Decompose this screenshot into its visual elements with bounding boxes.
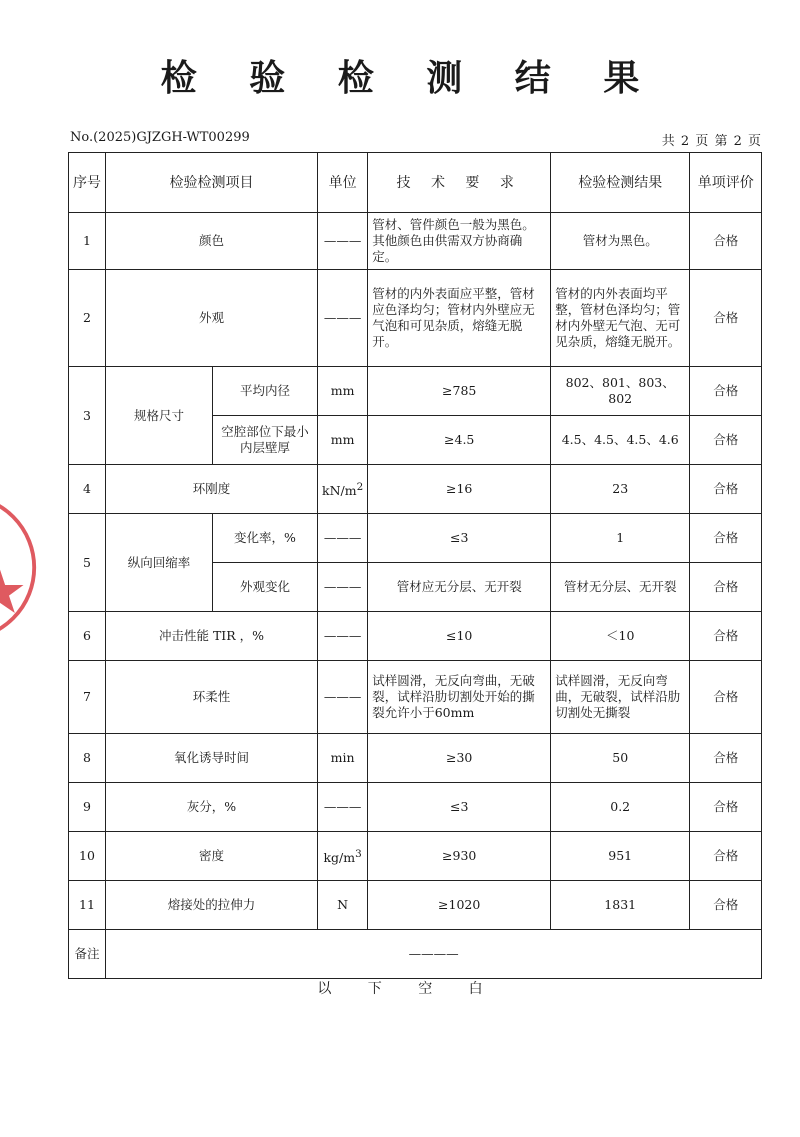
row-evaluation: 合格 xyxy=(690,514,762,563)
row-unit: ——— xyxy=(318,612,368,661)
row-item: 环刚度 xyxy=(106,465,318,514)
row-subitem: 外观变化 xyxy=(213,563,318,612)
row-no: 9 xyxy=(69,783,106,832)
blank-below-note: 以 下 空 白 xyxy=(317,981,499,997)
row-requirement: 试样圆滑，无反向弯曲，无破裂，试样沿肋切割处开始的撕裂允许小于60mm xyxy=(368,661,551,734)
row-unit: min xyxy=(318,734,368,783)
row-unit: mm xyxy=(318,367,368,416)
table-row xyxy=(69,661,762,734)
row-no: 3 xyxy=(69,367,106,465)
row-unit: ——— xyxy=(318,514,368,563)
row-evaluation: 合格 xyxy=(690,661,762,734)
row-item: 灰分，% xyxy=(106,783,318,832)
star-icon xyxy=(0,568,24,614)
row-result: ＜10 xyxy=(551,612,690,661)
header-requirement: 技 术 要 求 xyxy=(368,153,551,213)
row-item: 外观 xyxy=(106,270,318,367)
row-evaluation: 合格 xyxy=(690,563,762,612)
row-requirement: ≥785 xyxy=(368,367,551,416)
header-evaluation: 单项评价 xyxy=(690,153,762,213)
header-no: 序号 xyxy=(69,153,106,213)
table-row xyxy=(69,213,762,270)
row-no: 2 xyxy=(69,270,106,367)
row-evaluation: 合格 xyxy=(690,881,762,930)
table-row xyxy=(69,270,762,367)
header-result: 检验检测结果 xyxy=(551,153,690,213)
remark-value: ———— xyxy=(106,930,762,979)
row-result: 管材无分层、无开裂 xyxy=(551,563,690,612)
row-item: 熔接处的拉伸力 xyxy=(106,881,318,930)
table-row xyxy=(69,612,762,661)
table-row xyxy=(69,832,762,881)
row-unit: N xyxy=(318,881,368,930)
row-requirement: 管材应无分层、无开裂 xyxy=(368,563,551,612)
row-result: 23 xyxy=(551,465,690,514)
table-row xyxy=(69,367,762,416)
row-result: 1831 xyxy=(551,881,690,930)
row-requirement: ≥930 xyxy=(368,832,551,881)
row-unit: ——— xyxy=(318,661,368,734)
row-unit xyxy=(318,465,368,514)
official-seal xyxy=(0,490,40,645)
row-item: 纵向回缩率 xyxy=(106,514,213,612)
row-result: 951 xyxy=(551,832,690,881)
row-item: 冲击性能 TIR ，% xyxy=(106,612,318,661)
unit-text: kN/m xyxy=(322,483,357,499)
row-evaluation: 合格 xyxy=(690,734,762,783)
row-no: 11 xyxy=(69,881,106,930)
row-requirement: 管材、管件颜色一般为黑色。其他颜色由供需双方协商确定。 xyxy=(368,213,551,270)
results-table xyxy=(68,152,762,979)
row-result: 试样圆滑，无反向弯曲，无破裂，试样沿肋切割处无撕裂 xyxy=(551,661,690,734)
table-row xyxy=(69,783,762,832)
row-evaluation: 合格 xyxy=(690,270,762,367)
table-row xyxy=(69,465,762,514)
seal-ring xyxy=(0,496,34,639)
row-subitem: 变化率，% xyxy=(213,514,318,563)
row-no: 7 xyxy=(69,661,106,734)
row-evaluation: 合格 xyxy=(690,612,762,661)
row-no: 5 xyxy=(69,514,106,612)
row-no: 4 xyxy=(69,465,106,514)
row-evaluation: 合格 xyxy=(690,367,762,416)
page-title: 检 验 检 测 结 果 xyxy=(160,58,660,99)
row-item: 规格尺寸 xyxy=(106,367,213,465)
row-item: 颜色 xyxy=(106,213,318,270)
header-item: 检验检测项目 xyxy=(106,153,318,213)
row-subitem: 空腔部位下最小内层壁厚 xyxy=(213,416,318,465)
row-result: 50 xyxy=(551,734,690,783)
row-result: 1 xyxy=(551,514,690,563)
row-item: 密度 xyxy=(106,832,318,881)
row-unit: ——— xyxy=(318,213,368,270)
row-evaluation: 合格 xyxy=(690,832,762,881)
row-evaluation: 合格 xyxy=(690,783,762,832)
report-number: No.(2025)GJZGH-WT00299 xyxy=(70,130,250,145)
table-header-row xyxy=(69,153,762,213)
row-no: 1 xyxy=(69,213,106,270)
table-row xyxy=(69,734,762,783)
row-unit: ——— xyxy=(318,270,368,367)
header-unit: 单位 xyxy=(318,153,368,213)
row-requirement: ≥30 xyxy=(368,734,551,783)
row-requirement: ≤3 xyxy=(368,514,551,563)
row-requirement: ≤3 xyxy=(368,783,551,832)
row-unit: ——— xyxy=(318,563,368,612)
remark-label: 备注 xyxy=(69,930,106,979)
row-evaluation: 合格 xyxy=(690,465,762,514)
row-subitem: 平均内径 xyxy=(213,367,318,416)
row-unit: ——— xyxy=(318,783,368,832)
row-result: 802、801、803、802 xyxy=(551,367,690,416)
row-no: 6 xyxy=(69,612,106,661)
row-result: 管材为黑色。 xyxy=(551,213,690,270)
row-item: 氧化诱导时间 xyxy=(106,734,318,783)
row-evaluation: 合格 xyxy=(690,213,762,270)
row-no: 8 xyxy=(69,734,106,783)
unit-superscript: 3 xyxy=(355,847,362,860)
row-requirement: ≥16 xyxy=(368,465,551,514)
row-requirement: ≥4.5 xyxy=(368,416,551,465)
row-result: 管材的内外表面均平整，管材色泽均匀；管材内外壁无气泡、无可见杂质，熔缝无脱开。 xyxy=(551,270,690,367)
remark-row xyxy=(69,930,762,979)
row-requirement: ≥1020 xyxy=(368,881,551,930)
row-unit xyxy=(318,832,368,881)
row-result: 4.5、4.5、4.5、4.6 xyxy=(551,416,690,465)
row-requirement: 管材的内外表面应平整，管材应色泽均匀；管材内外壁应无气泡和可见杂质，熔缝无脱开。 xyxy=(368,270,551,367)
table-row xyxy=(69,514,762,563)
row-result: 0.2 xyxy=(551,783,690,832)
row-evaluation: 合格 xyxy=(690,416,762,465)
row-unit: mm xyxy=(318,416,368,465)
row-item: 环柔性 xyxy=(106,661,318,734)
table-row xyxy=(69,881,762,930)
unit-text: kg/m xyxy=(323,850,356,866)
row-no: 10 xyxy=(69,832,106,881)
unit-superscript: 2 xyxy=(356,480,364,493)
row-requirement: ≤10 xyxy=(368,612,551,661)
page-info: 共 2 页 第 2 页 xyxy=(661,134,762,149)
